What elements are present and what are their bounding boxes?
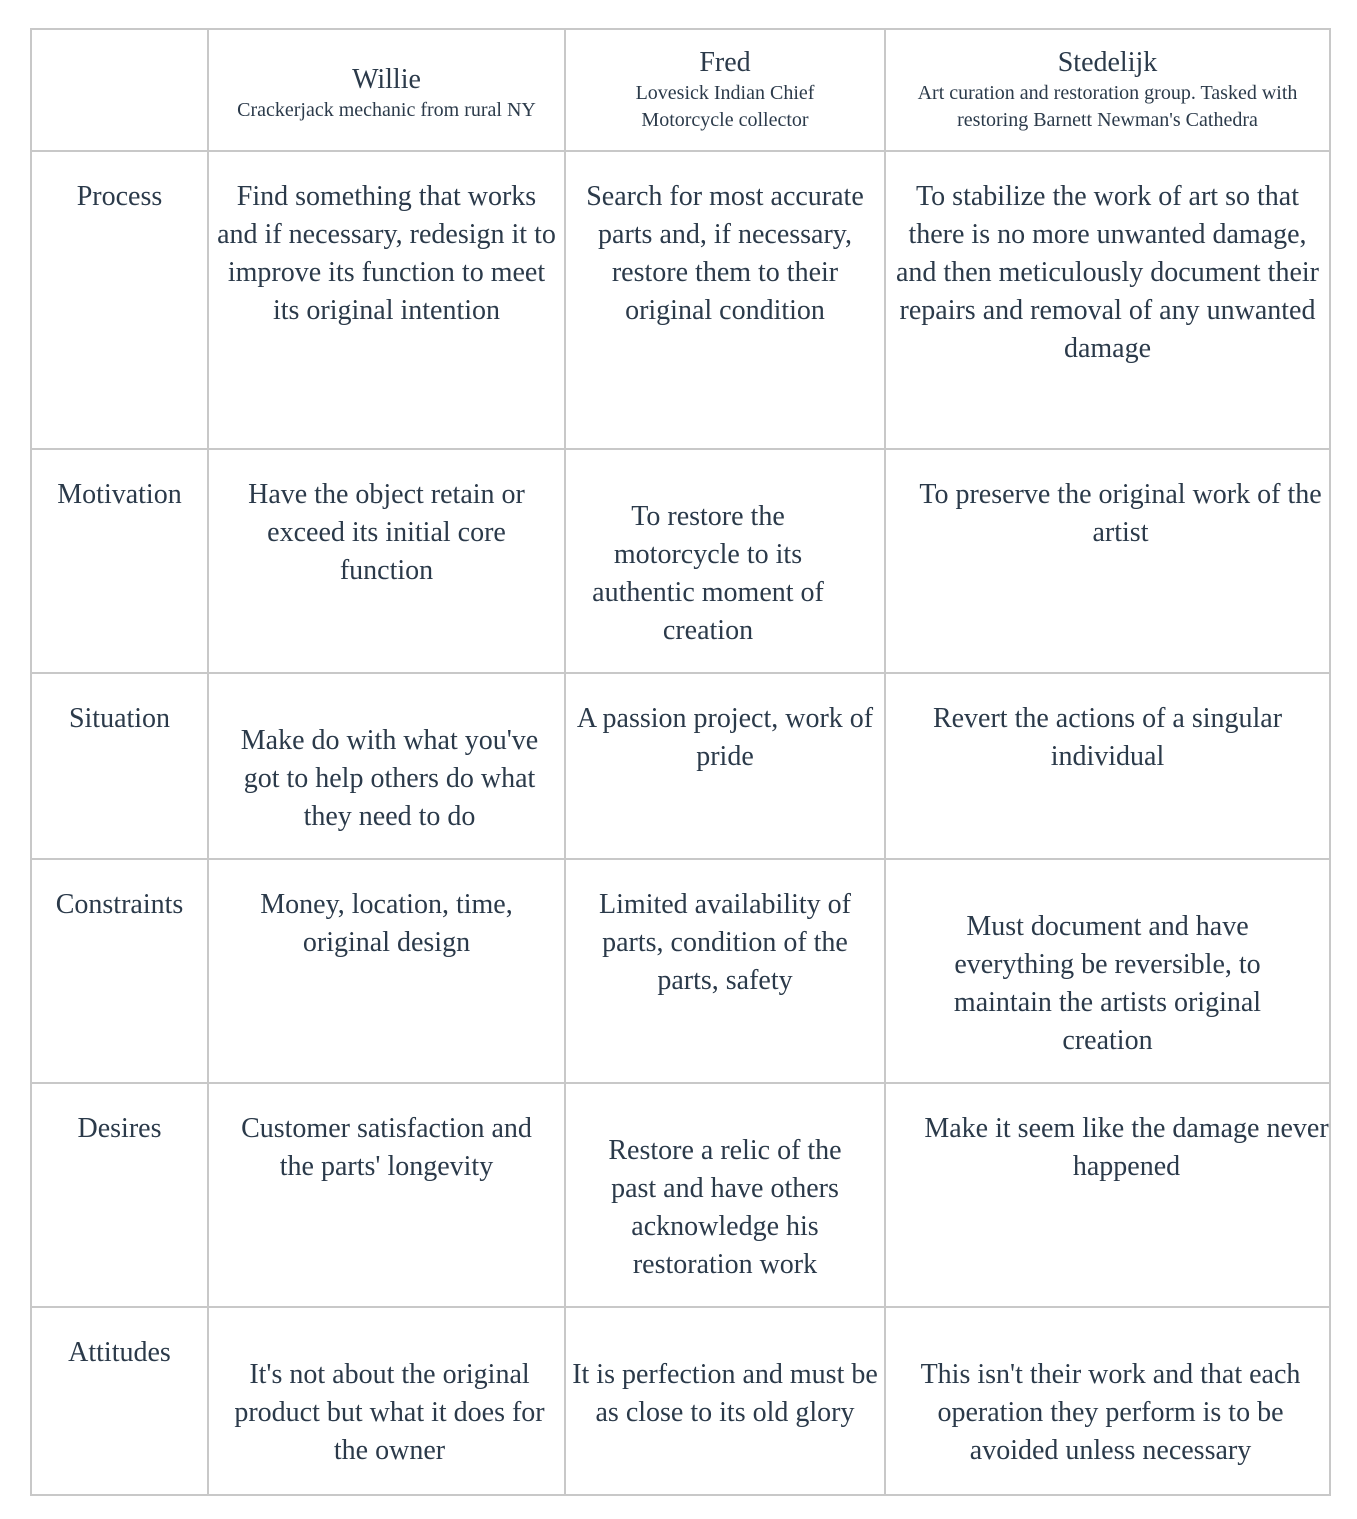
row-label-motivation: Motivation [31,449,208,673]
header-row [31,29,1330,151]
cell-stedelijk-motivation: To preserve the original work of the artist [885,449,1330,673]
corner-cell [31,29,208,151]
row-label-constraints: Constraints [31,859,208,1083]
table-row [31,859,1330,1083]
cell-fred-attitudes: It is perfection and must be as close to its old glory [565,1307,885,1495]
row-label-attitudes: Attitudes [31,1307,208,1495]
cell-willie-situation: Make do with what you've got to help others do what they need to do [208,673,565,859]
header-name: Stedelijk [1057,47,1158,78]
cell-stedelijk-constraints: Must document and have everything be reversible, to maintain the artists original creation [885,859,1330,1083]
cell-stedelijk-attitudes: This isn't their work and that each operation they perform is to be avoided unless necessary [885,1307,1330,1495]
header-subtitle: Art curation and restoration group. Tasked with [917,82,1298,104]
comparison-table [30,28,1331,1496]
table-row [31,1307,1330,1495]
row-label-situation: Situation [31,673,208,859]
header-subtitle: Lovesick Indian Chief [635,82,815,104]
table-row [31,673,1330,859]
table-row [31,449,1330,673]
cell-fred-constraints: Limited availability of parts, condition of the parts, safety [565,859,885,1083]
header-subtitle: Crackerjack mechanic from rural NY [237,98,536,121]
header-name: Fred [699,47,751,78]
header-subtitle: Motorcycle collector [641,109,809,131]
cell-stedelijk-situation: Revert the actions of a singular individual [885,673,1330,859]
row-label-process: Process [31,151,208,449]
cell-fred-desires: Restore a relic of the past and have others acknowledge his restoration work [565,1083,885,1307]
cell-willie-motivation: Have the object retain or exceed its initial core function [208,449,565,673]
cell-willie-attitudes: It's not about the original product but what it does for the owner [208,1307,565,1495]
cell-fred-situation: A passion project, work of pride [565,673,885,859]
cell-willie-desires: Customer satisfaction and the parts' longevity [208,1083,565,1307]
table-row [31,1083,1330,1307]
cell-willie-process: Find something that works and if necessary, redesign it to improve its function to meet its original intention [208,151,565,449]
cell-fred-motivation: To restore the motorcycle to its authentic moment of creation [565,449,885,673]
header-name: Willie [352,63,421,95]
cell-fred-process: Search for most accurate parts and, if necessary, restore them to their original condition [565,151,885,449]
cell-stedelijk-process: To stabilize the work of art so that there is no more unwanted damage, and then meticulously document their repairs and removal of any unwanted damage [885,151,1330,449]
cell-willie-constraints: Money, location, time, original design [208,859,565,1083]
table-row [31,151,1330,449]
header-stedelijk [885,29,1330,151]
header-fred [565,29,885,151]
header-subtitle: restoring Barnett Newman's Cathedra [957,109,1258,131]
cell-stedelijk-desires: Make it seem like the damage never happened [885,1083,1330,1307]
header-willie [208,29,565,151]
row-label-desires: Desires [31,1083,208,1307]
